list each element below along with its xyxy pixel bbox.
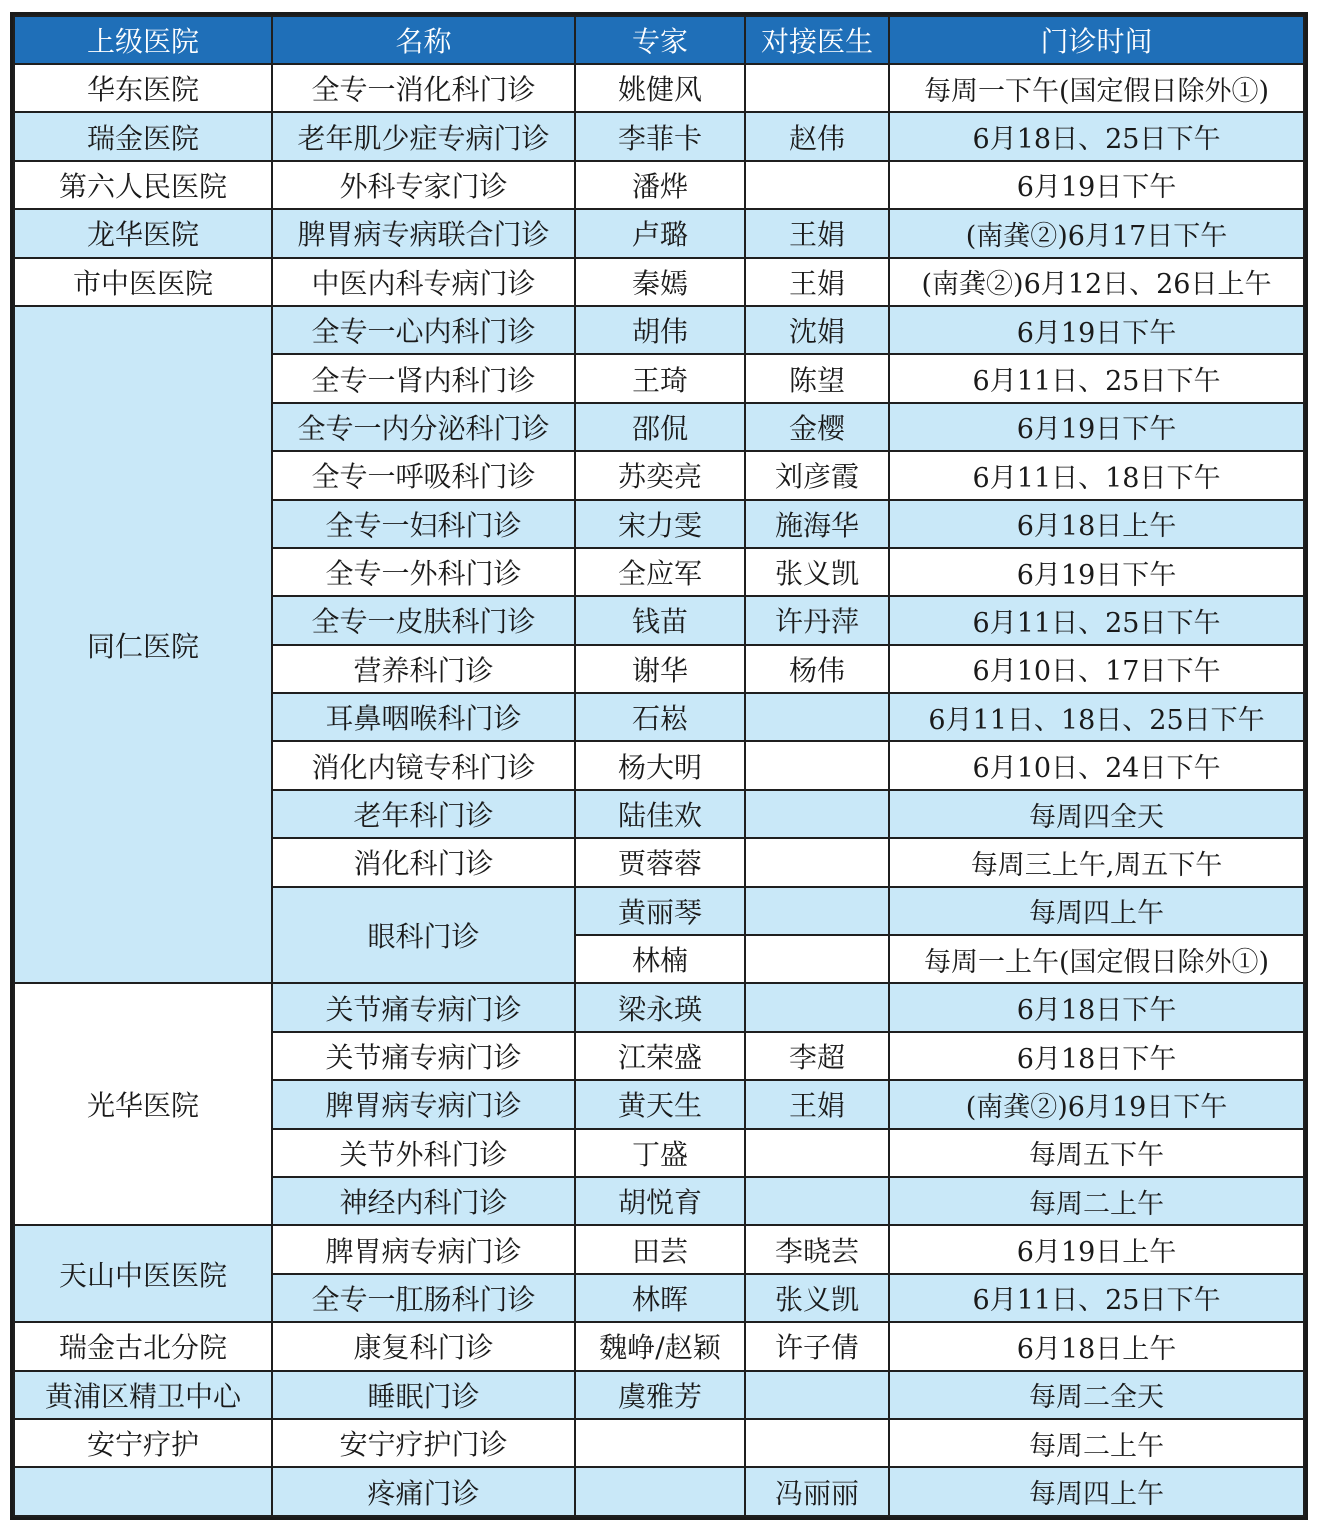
- clinic-time-cell: 6月19日下午: [889, 306, 1304, 354]
- table-row: [14, 209, 1304, 257]
- clinic-name-cell: 全专一消化科门诊: [272, 64, 575, 112]
- clinic-name-cell: 老年肌少症专病门诊: [272, 112, 575, 160]
- clinic-name-cell: 脾胃病专病门诊: [272, 1225, 575, 1273]
- clinic-name-cell: 睡眠门诊: [272, 1371, 575, 1419]
- clinic-schedule-table: [13, 15, 1305, 1517]
- table-row: [14, 1467, 1304, 1516]
- docking-doctor-cell: 许子倩: [745, 1322, 889, 1370]
- expert-cell: 宋力雯: [575, 500, 745, 548]
- hospital-cell: 安宁疗护: [14, 1419, 272, 1467]
- clinic-name-cell: 脾胃病专病门诊: [272, 1080, 575, 1128]
- clinic-name-cell: 全专一肾内科门诊: [272, 354, 575, 402]
- header-docking-doctor: 对接医生: [745, 16, 889, 64]
- clinic-time-cell: 6月11日、25日下午: [889, 354, 1304, 402]
- clinic-time-cell: 每周五下午: [889, 1129, 1304, 1177]
- clinic-name-cell: 眼科门诊: [272, 887, 575, 984]
- expert-cell: [575, 1419, 745, 1467]
- expert-cell: 贾蓉蓉: [575, 838, 745, 886]
- expert-cell: 邵侃: [575, 403, 745, 451]
- table-row: [14, 1419, 1304, 1467]
- expert-cell: 卢璐: [575, 209, 745, 257]
- docking-doctor-cell: [745, 790, 889, 838]
- clinic-time-cell: 每周四全天: [889, 790, 1304, 838]
- docking-doctor-cell: 杨伟: [745, 645, 889, 693]
- clinic-name-cell: 全专一内分泌科门诊: [272, 403, 575, 451]
- clinic-time-cell: 每周一下午(国定假日除外①): [889, 64, 1304, 112]
- clinic-name-cell: 全专一心内科门诊: [272, 306, 575, 354]
- clinic-time-cell: 每周三上午,周五下午: [889, 838, 1304, 886]
- expert-cell: 梁永瑛: [575, 983, 745, 1031]
- docking-doctor-cell: [745, 741, 889, 789]
- docking-doctor-cell: 赵伟: [745, 112, 889, 160]
- docking-doctor-cell: [745, 1419, 889, 1467]
- table-row: [14, 1371, 1304, 1419]
- header-clinic-name: 名称: [272, 16, 575, 64]
- hospital-cell: 天山中医医院: [14, 1225, 272, 1322]
- clinic-name-cell: 外科专家门诊: [272, 161, 575, 209]
- expert-cell: 丁盛: [575, 1129, 745, 1177]
- expert-cell: 谢华: [575, 645, 745, 693]
- hospital-cell: 第六人民医院: [14, 161, 272, 209]
- docking-doctor-cell: 张义凯: [745, 548, 889, 596]
- clinic-time-cell: 每周一上午(国定假日除外①): [889, 935, 1304, 983]
- expert-cell: 虞雅芳: [575, 1371, 745, 1419]
- clinic-time-cell: 6月18日下午: [889, 1032, 1304, 1080]
- clinic-name-cell: 全专一肛肠科门诊: [272, 1274, 575, 1322]
- docking-doctor-cell: [745, 1129, 889, 1177]
- schedule-table-frame: [10, 12, 1308, 1520]
- docking-doctor-cell: 王娟: [745, 258, 889, 306]
- hospital-cell: 黄浦区精卫中心: [14, 1371, 272, 1419]
- clinic-name-cell: 全专一皮肤科门诊: [272, 596, 575, 644]
- docking-doctor-cell: 李晓芸: [745, 1225, 889, 1273]
- header-clinic-time: 门诊时间: [889, 16, 1304, 64]
- table-row: [14, 161, 1304, 209]
- clinic-time-cell: 6月10日、17日下午: [889, 645, 1304, 693]
- clinic-time-cell: 每周四上午: [889, 887, 1304, 935]
- expert-cell: 石崧: [575, 693, 745, 741]
- hospital-cell: 龙华医院: [14, 209, 272, 257]
- expert-cell: 陆佳欢: [575, 790, 745, 838]
- docking-doctor-cell: 王娟: [745, 1080, 889, 1128]
- clinic-time-cell: 6月18日、25日下午: [889, 112, 1304, 160]
- docking-doctor-cell: [745, 1177, 889, 1225]
- clinic-name-cell: 神经内科门诊: [272, 1177, 575, 1225]
- clinic-time-cell: 6月11日、25日下午: [889, 1274, 1304, 1322]
- clinic-name-cell: 关节痛专病门诊: [272, 983, 575, 1031]
- docking-doctor-cell: [745, 935, 889, 983]
- clinic-time-cell: 6月18日上午: [889, 500, 1304, 548]
- clinic-time-cell: 6月11日、25日下午: [889, 596, 1304, 644]
- expert-cell: 胡悦育: [575, 1177, 745, 1225]
- expert-cell: 江荣盛: [575, 1032, 745, 1080]
- header-row: [14, 16, 1304, 64]
- clinic-name-cell: 老年科门诊: [272, 790, 575, 838]
- clinic-time-cell: (南龚②)6月19日下午: [889, 1080, 1304, 1128]
- clinic-name-cell: 脾胃病专病联合门诊: [272, 209, 575, 257]
- expert-cell: 秦嫣: [575, 258, 745, 306]
- clinic-name-cell: 中医内科专病门诊: [272, 258, 575, 306]
- clinic-name-cell: 安宁疗护门诊: [272, 1419, 575, 1467]
- clinic-name-cell: 关节痛专病门诊: [272, 1032, 575, 1080]
- clinic-time-cell: 6月19日上午: [889, 1225, 1304, 1273]
- hospital-cell: 同仁医院: [14, 306, 272, 983]
- clinic-time-cell: (南龚②)6月12日、26日上午: [889, 258, 1304, 306]
- expert-cell: 黄天生: [575, 1080, 745, 1128]
- clinic-name-cell: 全专一外科门诊: [272, 548, 575, 596]
- clinic-name-cell: 疼痛门诊: [272, 1467, 575, 1516]
- docking-doctor-cell: 冯丽丽: [745, 1467, 889, 1516]
- clinic-name-cell: 消化内镜专科门诊: [272, 741, 575, 789]
- clinic-time-cell: 6月11日、18日下午: [889, 451, 1304, 499]
- clinic-name-cell: 关节外科门诊: [272, 1129, 575, 1177]
- docking-doctor-cell: [745, 887, 889, 935]
- docking-doctor-cell: [745, 838, 889, 886]
- clinic-name-cell: 全专一呼吸科门诊: [272, 451, 575, 499]
- clinic-time-cell: 每周四上午: [889, 1467, 1304, 1516]
- docking-doctor-cell: 张义凯: [745, 1274, 889, 1322]
- clinic-name-cell: 康复科门诊: [272, 1322, 575, 1370]
- expert-cell: 田芸: [575, 1225, 745, 1273]
- docking-doctor-cell: 沈娟: [745, 306, 889, 354]
- clinic-name-cell: 营养科门诊: [272, 645, 575, 693]
- expert-cell: 苏奕亮: [575, 451, 745, 499]
- expert-cell: 林楠: [575, 935, 745, 983]
- expert-cell: 王琦: [575, 354, 745, 402]
- expert-cell: 钱苗: [575, 596, 745, 644]
- clinic-time-cell: 6月11日、18日、25日下午: [889, 693, 1304, 741]
- docking-doctor-cell: 王娟: [745, 209, 889, 257]
- clinic-time-cell: 6月19日下午: [889, 161, 1304, 209]
- table-row: [14, 1225, 1304, 1273]
- expert-cell: 姚健风: [575, 64, 745, 112]
- clinic-time-cell: 每周二上午: [889, 1177, 1304, 1225]
- docking-doctor-cell: 刘彦霞: [745, 451, 889, 499]
- clinic-time-cell: 6月19日下午: [889, 403, 1304, 451]
- expert-cell: [575, 1467, 745, 1516]
- header-hospital: 上级医院: [14, 16, 272, 64]
- expert-cell: 全应军: [575, 548, 745, 596]
- expert-cell: 林晖: [575, 1274, 745, 1322]
- header-expert: 专家: [575, 16, 745, 64]
- table-row: [14, 112, 1304, 160]
- hospital-cell: 瑞金医院: [14, 112, 272, 160]
- expert-cell: 杨大明: [575, 741, 745, 789]
- hospital-cell: 光华医院: [14, 983, 272, 1225]
- docking-doctor-cell: [745, 983, 889, 1031]
- hospital-cell: 华东医院: [14, 64, 272, 112]
- table-row: [14, 983, 1304, 1031]
- clinic-time-cell: 6月18日下午: [889, 983, 1304, 1031]
- docking-doctor-cell: 施海华: [745, 500, 889, 548]
- hospital-cell: 市中医医院: [14, 258, 272, 306]
- expert-cell: 胡伟: [575, 306, 745, 354]
- schedule-body: [14, 64, 1304, 1516]
- expert-cell: 黄丽琴: [575, 887, 745, 935]
- docking-doctor-cell: 许丹萍: [745, 596, 889, 644]
- table-row: [14, 306, 1304, 354]
- clinic-name-cell: 全专一妇科门诊: [272, 500, 575, 548]
- clinic-name-cell: 消化科门诊: [272, 838, 575, 886]
- clinic-time-cell: 6月10日、24日下午: [889, 741, 1304, 789]
- expert-cell: 李菲卡: [575, 112, 745, 160]
- clinic-time-cell: 6月19日下午: [889, 548, 1304, 596]
- clinic-time-cell: 每周二上午: [889, 1419, 1304, 1467]
- docking-doctor-cell: 李超: [745, 1032, 889, 1080]
- table-row: [14, 1322, 1304, 1370]
- hospital-cell: 瑞金古北分院: [14, 1322, 272, 1370]
- table-row: [14, 64, 1304, 112]
- expert-cell: 魏峥/赵颖: [575, 1322, 745, 1370]
- table-row: [14, 258, 1304, 306]
- clinic-time-cell: (南龚②)6月17日下午: [889, 209, 1304, 257]
- docking-doctor-cell: 金樱: [745, 403, 889, 451]
- clinic-time-cell: 每周二全天: [889, 1371, 1304, 1419]
- docking-doctor-cell: [745, 161, 889, 209]
- expert-cell: 潘烨: [575, 161, 745, 209]
- clinic-time-cell: 6月18日上午: [889, 1322, 1304, 1370]
- docking-doctor-cell: [745, 693, 889, 741]
- docking-doctor-cell: [745, 1371, 889, 1419]
- docking-doctor-cell: 陈望: [745, 354, 889, 402]
- clinic-name-cell: 耳鼻咽喉科门诊: [272, 693, 575, 741]
- docking-doctor-cell: [745, 64, 889, 112]
- hospital-cell: [14, 1467, 272, 1516]
